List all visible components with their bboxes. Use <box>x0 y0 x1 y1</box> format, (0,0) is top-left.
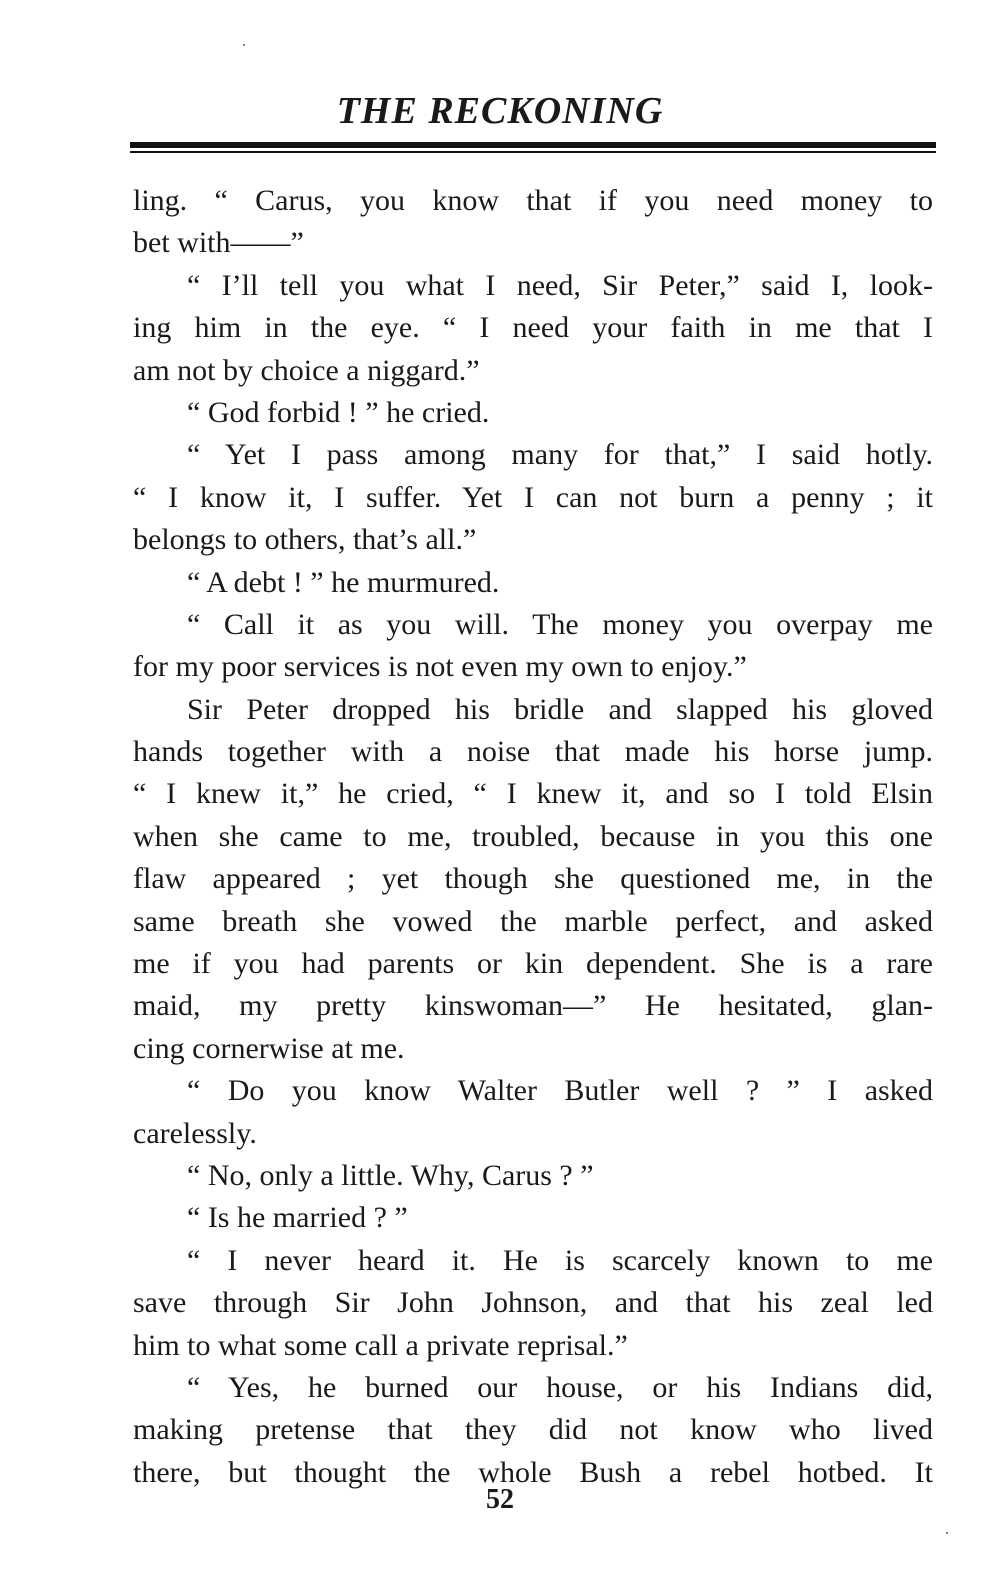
body-text <box>133 180 933 1494</box>
text-line: “ I know it, I suffer. Yet I can not burn a penny ; it <box>133 480 933 514</box>
text-line: there, but thought the whole Bush a rebel hotbed. It <box>133 1455 933 1489</box>
text-line: bet with——” <box>133 226 304 260</box>
text-line: same breath she vowed the marble perfect, and asked <box>133 904 933 938</box>
text-line: save through Sir John Johnson, and that his zeal led <box>133 1286 933 1320</box>
text-line: cing cornerwise at me. <box>133 1031 405 1065</box>
header-rule-thick <box>130 142 936 148</box>
running-head: THE RECKONING <box>336 90 664 132</box>
text-line: for my poor services is not even my own to enjoy.” <box>133 650 747 684</box>
text-line: “ Do you know Walter Butler well ? ” I asked <box>187 1074 933 1108</box>
text-line: belongs to others, that’s all.” <box>133 523 477 557</box>
text-line: “ A debt ! ” he murmured. <box>187 565 500 599</box>
text-line: “ No, only a little. Why, Carus ? ” <box>187 1158 594 1192</box>
ink-speck <box>946 1532 948 1534</box>
text-line: am not by choice a niggard.” <box>133 353 480 387</box>
text-line: “ I never heard it. He is scarcely known to me <box>187 1243 933 1277</box>
text-line: “ Yet I pass among many for that,” I said hotly. <box>187 438 933 472</box>
text-line: ing him in the eye. “ I need your faith in me that I <box>133 311 933 345</box>
text-line: “ Is he married ? ” <box>187 1201 408 1235</box>
text-line: maid, my pretty kinswoman—” He hesitated, glan- <box>133 989 933 1023</box>
text-line: ling. “ Carus, you know that if you need money to <box>133 184 933 217</box>
text-line: carelessly. <box>133 1116 257 1150</box>
ink-speck <box>243 44 245 46</box>
text-line: “ I knew it,” he cried, “ I knew it, and so I told Elsin <box>133 777 933 811</box>
text-line: “ God forbid ! ” he cried. <box>187 395 490 429</box>
text-line: when she came to me, troubled, because in you this one <box>133 819 933 853</box>
text-line: making pretense that they did not know who lived <box>133 1413 933 1447</box>
text-line: “ Yes, he burned our house, or his Indians did, <box>187 1370 933 1404</box>
text-line: hands together with a noise that made his horse jump. <box>133 735 933 769</box>
text-line: “ Call it as you will. The money you overpay me <box>187 607 933 641</box>
text-line: me if you had parents or kin dependent. She is a rare <box>133 947 933 981</box>
page-number: 52 <box>486 1484 514 1515</box>
text-line: him to what some call a private reprisal.” <box>133 1328 628 1362</box>
text-line: flaw appeared ; yet though she questioned me, in the <box>133 862 933 896</box>
text-line: “ I’ll tell you what I need, Sir Peter,” said I, look- <box>187 268 933 302</box>
text-line: Sir Peter dropped his bridle and slapped his gloved <box>187 692 933 726</box>
header-rule-thin <box>130 151 936 153</box>
